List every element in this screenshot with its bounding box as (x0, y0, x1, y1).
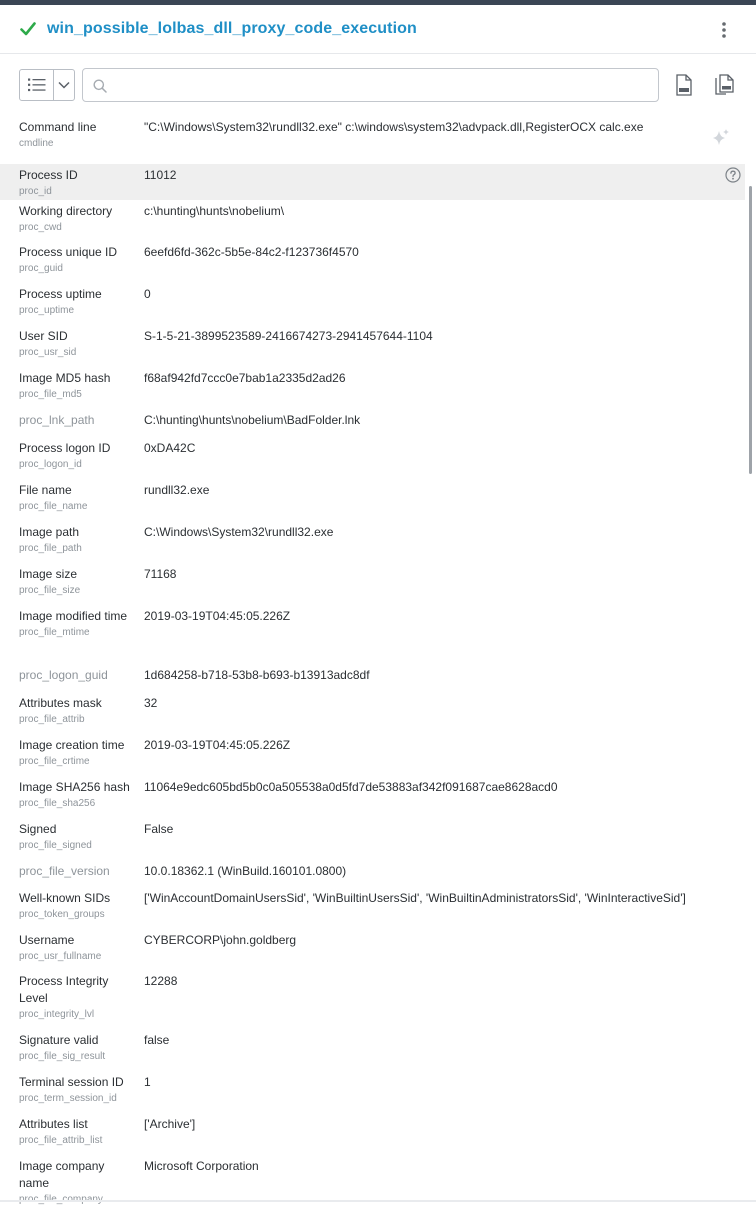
field-key: cmdline (19, 138, 54, 149)
field-value[interactable]: 71168 (144, 567, 177, 581)
field-label-text: User SID (19, 329, 68, 343)
field-label-text: Terminal session ID (19, 1075, 124, 1089)
field-label-text: proc_logon_guid (19, 668, 108, 682)
field-value[interactable]: 32 (144, 696, 158, 710)
field-key: proc_token_groups (19, 909, 105, 920)
field-label (19, 1074, 137, 1105)
field-label-text: proc_lnk_path (19, 413, 95, 427)
field-label (19, 167, 137, 198)
field-value[interactable]: false (144, 1033, 170, 1047)
field-value[interactable]: 0 (144, 287, 151, 301)
detail-row (0, 437, 745, 479)
field-label (19, 863, 137, 880)
field-label-text: Image MD5 hash (19, 371, 111, 385)
field-key: proc_usr_sid (19, 347, 77, 358)
field-label-text: Username (19, 933, 75, 947)
detail-row (0, 1071, 745, 1113)
field-key: proc_usr_fullname (19, 951, 102, 962)
field-value[interactable]: ['Archive'] (144, 1117, 196, 1131)
field-value[interactable]: "C:\Windows\System32\rundll32.exe" c:\windows\system32\advpack.dll,RegisterOCX calc.exe (144, 120, 644, 134)
field-value[interactable]: 10.0.18362.1 (WinBuild.160101.0800) (144, 864, 347, 878)
field-value[interactable]: ['WinAccountDomainUsersSid', 'WinBuiltinUsersSid', 'WinBuiltinAdministratorsSid', 'WinInteractiveSid'] (144, 891, 686, 905)
field-label (19, 1116, 137, 1147)
field-key: proc_logon_id (19, 459, 82, 470)
detail-row (0, 325, 745, 367)
field-label-text: Process uptime (19, 287, 102, 301)
json-file-icon[interactable] (674, 74, 694, 96)
field-label (19, 244, 137, 275)
detail-row (0, 164, 745, 200)
field-label (19, 412, 137, 429)
field-label (19, 932, 137, 963)
field-value[interactable]: rundll32.exe (144, 483, 210, 497)
detail-row (0, 734, 745, 776)
detail-row (0, 283, 745, 325)
field-label-text: Signature valid (19, 1033, 99, 1047)
detail-row (0, 970, 745, 1029)
field-label (19, 779, 137, 810)
help-icon[interactable] (725, 167, 741, 183)
field-label (19, 440, 137, 471)
field-value[interactable]: Microsoft Corporation (144, 1159, 259, 1173)
field-key: proc_file_md5 (19, 389, 82, 400)
field-label-text: Signed (19, 822, 57, 836)
field-key: proc_file_sig_result (19, 1051, 106, 1062)
field-label (19, 566, 137, 597)
field-key: proc_integrity_lvl (19, 1009, 95, 1020)
field-key: proc_file_attrib_list (19, 1135, 103, 1146)
field-label-text: Attributes mask (19, 696, 102, 710)
field-label-text: Well-known SIDs (19, 891, 111, 905)
rule-title[interactable]: win_possible_lolbas_dll_proxy_code_execution (47, 20, 417, 37)
field-value[interactable]: 2019-03-19T04:45:05.226Z (144, 738, 291, 752)
view-button-divider (53, 70, 54, 100)
list-view-icon (28, 78, 46, 92)
field-label-text: proc_file_version (19, 864, 110, 878)
field-value[interactable]: False (144, 822, 174, 836)
detail-row (0, 776, 745, 818)
detail-row (0, 367, 745, 409)
event-details-list (0, 116, 745, 1197)
field-label (19, 667, 137, 684)
field-value[interactable]: 1d684258-b718-53b8-b693-b13913adc8df (144, 668, 370, 682)
field-label-text: Image modified time (19, 609, 128, 623)
detail-row (0, 1155, 745, 1197)
scrollbar-thumb[interactable] (749, 186, 752, 474)
field-value[interactable]: 0xDA42C (144, 441, 196, 455)
copy-json-icon[interactable] (714, 74, 734, 96)
field-label (19, 608, 137, 639)
field-label-text: Process ID (19, 168, 78, 182)
field-value[interactable]: 11012 (144, 168, 177, 182)
field-label (19, 203, 137, 234)
detail-row (0, 241, 745, 283)
toolbar (0, 66, 756, 106)
rule-header (0, 5, 756, 54)
field-key: proc_file_size (19, 585, 81, 596)
field-value[interactable]: C:\Windows\System32\rundll32.exe (144, 525, 334, 539)
detail-row (0, 692, 745, 734)
field-value[interactable]: 2019-03-19T04:45:05.226Z (144, 609, 291, 623)
field-value[interactable]: 1 (144, 1075, 151, 1089)
field-label (19, 821, 137, 852)
detail-row (0, 479, 745, 521)
field-value[interactable]: CYBERCORP\john.goldberg (144, 933, 297, 947)
field-value[interactable]: c:\hunting\hunts\nobelium\ (144, 204, 285, 218)
field-label (19, 1032, 137, 1063)
kebab-menu-icon[interactable] (716, 19, 732, 41)
field-label-text: File name (19, 483, 72, 497)
field-label (19, 119, 137, 150)
detail-row (0, 200, 745, 241)
search-box[interactable] (82, 68, 659, 102)
field-label (19, 695, 137, 726)
detail-row (0, 409, 745, 437)
field-label (19, 482, 137, 513)
field-key: proc_file_signed (19, 840, 92, 851)
field-label (19, 1158, 137, 1206)
field-key: proc_term_session_id (19, 1093, 117, 1104)
detail-row (0, 605, 745, 664)
detail-row (0, 818, 745, 860)
detail-row (0, 664, 745, 692)
field-label (19, 370, 137, 401)
field-label-text: Working directory (19, 204, 113, 218)
field-label-text: Command line (19, 120, 97, 134)
detail-row (0, 929, 745, 970)
field-value[interactable]: 6eefd6fd-362c-5b5e-84c2-f123736f4570 (144, 245, 359, 259)
field-label-text: Attributes list (19, 1117, 88, 1131)
field-key: proc_file_sha256 (19, 798, 96, 809)
field-key: proc_id (19, 186, 52, 197)
field-label (19, 890, 137, 921)
field-label-text: Image path (19, 525, 80, 539)
field-label (19, 286, 137, 317)
search-icon (93, 79, 107, 93)
field-key: proc_file_attrib (19, 714, 85, 725)
field-key: proc_file_crtime (19, 756, 90, 767)
field-label (19, 524, 137, 555)
field-key: proc_file_mtime (19, 627, 90, 638)
field-key: proc_file_path (19, 543, 82, 554)
detail-row (0, 887, 745, 929)
field-value[interactable]: f68af942fd7ccc0e7bab1a2335d2ad26 (144, 371, 346, 385)
field-label-text: Image size (19, 567, 78, 581)
check-icon (20, 22, 36, 36)
field-label-text: Process logon ID (19, 441, 111, 455)
field-key: proc_file_name (19, 501, 88, 512)
field-label-text: Image SHA256 hash (19, 780, 130, 794)
detail-row (0, 860, 745, 887)
sparkle-icon[interactable] (711, 128, 731, 148)
field-label (19, 328, 137, 359)
field-value[interactable]: 12288 (144, 974, 178, 988)
chevron-down-icon[interactable] (58, 81, 70, 89)
detail-row (0, 1113, 745, 1155)
field-key: proc_cwd (19, 222, 62, 233)
field-label-text: Process Integrity Level (19, 974, 109, 1005)
field-label-text: Process unique ID (19, 245, 118, 259)
field-key: proc_uptime (19, 305, 75, 316)
field-label (19, 973, 137, 1021)
field-value[interactable]: S-1-5-21-3899523589-2416674273-2941457644-1104 (144, 329, 433, 343)
field-value[interactable]: C:\hunting\hunts\nobelium\BadFolder.lnk (144, 413, 361, 427)
detail-row (0, 521, 745, 563)
search-input[interactable] (115, 75, 649, 97)
field-key: proc_guid (19, 263, 63, 274)
field-label (19, 737, 137, 768)
view-mode-button[interactable] (19, 69, 75, 101)
detail-row (0, 563, 745, 605)
detail-row (0, 116, 745, 164)
detail-row (0, 1029, 745, 1071)
field-label-text: Image creation time (19, 738, 125, 752)
field-label-text: Image company name (19, 1159, 105, 1190)
field-value[interactable]: 11064e9edc605bd5b0c0a505538a0d5fd7de53883af342f091687cae8628acd0 (144, 780, 558, 794)
